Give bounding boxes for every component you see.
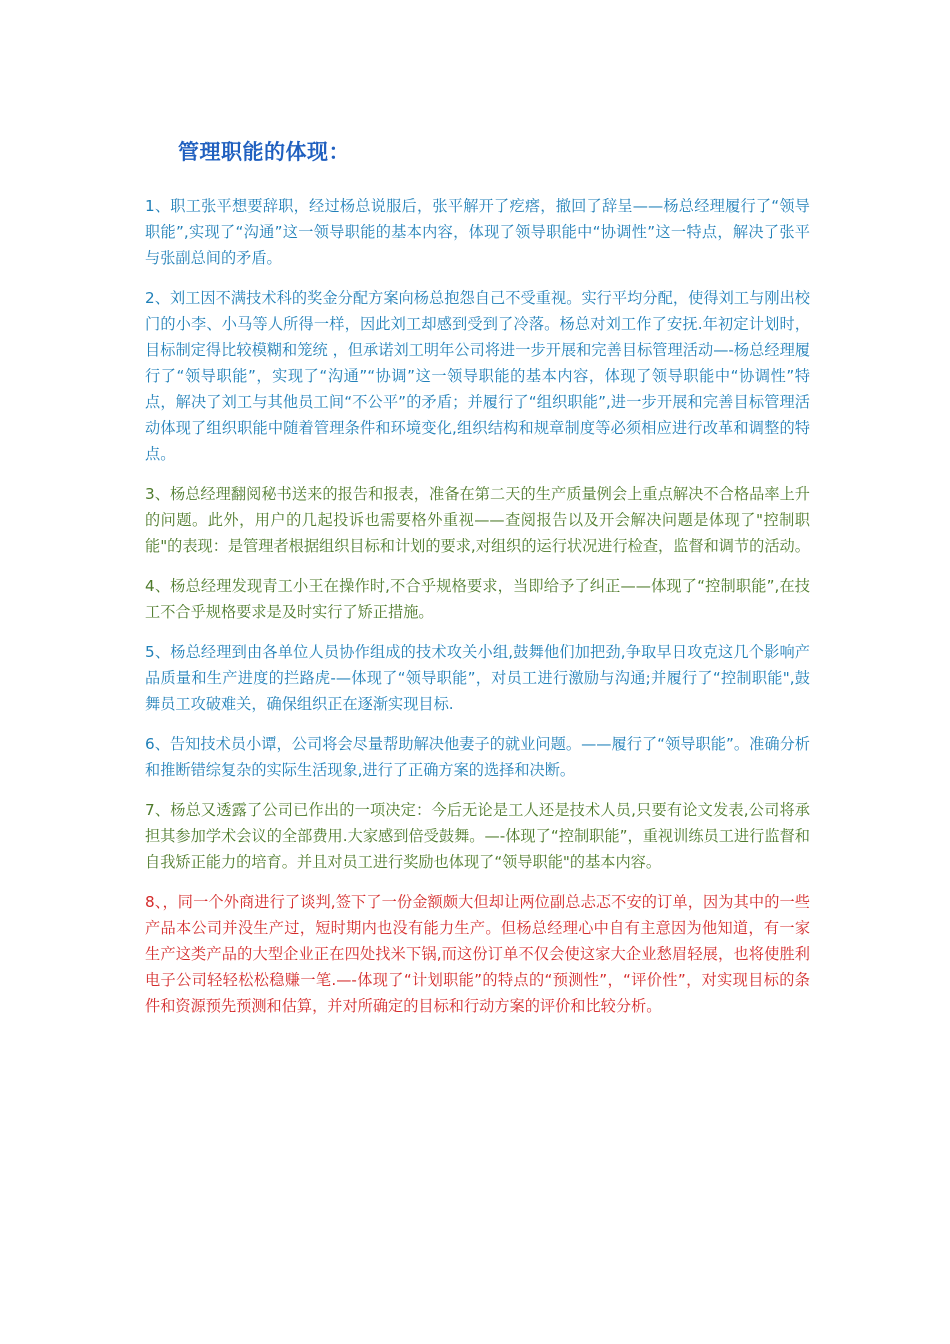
paragraph-5: 5、杨总经理到由各单位人员协作组成的技术攻关小组,鼓舞他们加把劲,争取早日攻克这几个影响产品质量和生产进度的拦路虎-—体现了“领导职能”，对员工进行激励与沟通;并履行了“控制职能",鼓舞员工攻破难关，确保组织正在逐渐实现目标.	[145, 643, 810, 713]
paragraph-6: 6、告知技术员小谭，公司将会尽量帮助解决他妻子的就业问题。——履行了“领导职能”。准确分析和推断错综复杂的实际生活现象,进行了正确方案的选择和决断。	[145, 735, 810, 779]
document-body	[145, 193, 810, 1033]
paragraph-7: 7、杨总又透露了公司已作出的一项决定：今后无论是工人还是技术人员,只要有论文发表,公司将承担其参加学术会议的全部费用.大家感到倍受鼓舞。—-体现了“控制职能”，重视训练员工进行监督和自我矫正能力的培育。并且对员工进行奖励也体现了“领导职能"的基本内容。	[145, 801, 810, 871]
paragraph-8: 8、，同一个外商进行了谈判,签下了一份金额颇大但却让两位副总忐忑不安的订单，因为其中的一些产品本公司并没生产过，短时期内也没有能力生产。但杨总经理心中自有主意因为他知道，有一家生产这类产品的大型企业正在四处找米下锅,而这份订单不仅会使这家大企业愁眉轻展，也将使胜利电子公司轻轻松松稳赚一笔.—-体现了“计划职能”的特点的“预测性”，“评价性”，对实现目标的条件和资源预先预测和估算，并对所确定的目标和行动方案的评价和比较分析。	[145, 893, 810, 1015]
paragraph-4: 4、杨总经理发现青工小王在操作时,不合乎规格要求，当即给予了纠正——体现了“控制职能”,在技工不合乎规格要求是及时实行了矫正措施。	[145, 577, 810, 621]
paragraph-2: 2、刘工因不满技术科的奖金分配方案向杨总抱怨自己不受重视。实行平均分配，使得刘工与刚出校门的小李、小马等人所得一样，因此刘工却感到受到了冷落。杨总对刘工作了安抚.年初定计划时，目标制定得比较模糊和笼统 ，但承诺刘工明年公司将进一步开展和完善目标管理活动—-杨总经理履行了“领导职能”，实现了“沟通”“协调”这一领导职能的基本内容，体现了领导职能中“协调性”特点，解决了刘工与其他员工间“不公平”的矛盾；并履行了“组织职能”,进一步开展和完善目标管理活动体现了组织职能中随着管理条件和环境变化,组织结构和规章制度等必须相应进行改革和调整的特点。	[145, 289, 810, 463]
paragraph-3: 3、杨总经理翻阅秘书送来的报告和报表，准备在第二天的生产质量例会上重点解决不合格品率上升的问题。此外，用户的几起投诉也需要格外重视——查阅报告以及开会解决问题是体现了"控制职能"的表现：是管理者根据组织目标和计划的要求,对组织的运行状况进行检查，监督和调节的活动。	[145, 485, 810, 555]
paragraph-1: 1、职工张平想要辞职，经过杨总说服后，张平解开了疙瘩，撤回了辞呈——杨总经理履行了“领导职能”,实现了“沟通”这一领导职能的基本内容，体现了领导职能中“协调性”这一特点，解决了张平与张副总间的矛盾。	[145, 197, 810, 267]
document-title: 管理职能的体现：	[178, 140, 350, 164]
